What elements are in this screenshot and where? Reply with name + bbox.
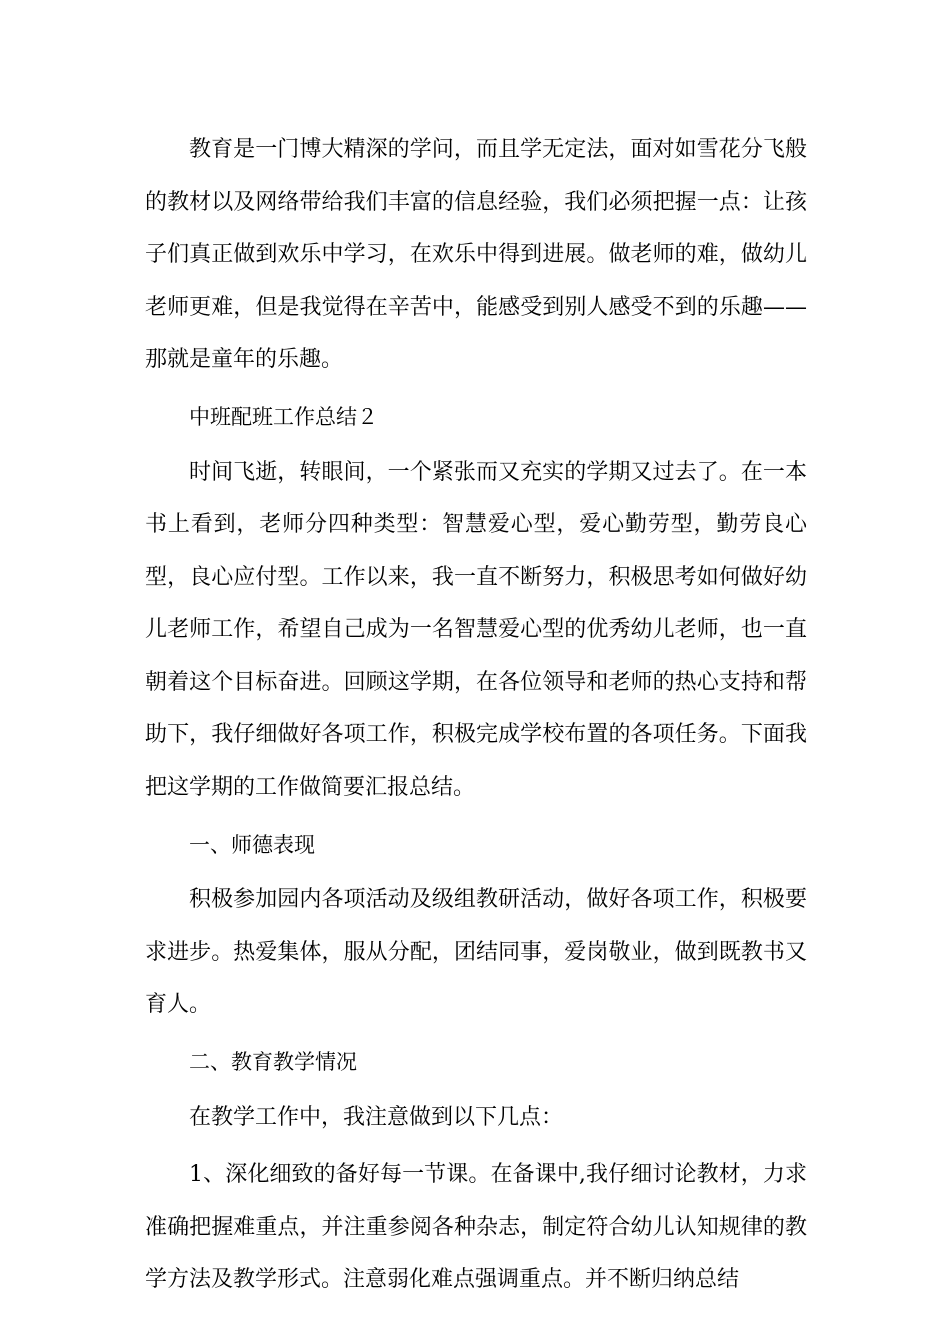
paragraph-ethics: 积极参加园内各项活动及级组教研活动，做好各项工作，积极要求进步。热爱集体，服从分配，团结同事，爱岗敬业，做到既教书又育人。 bbox=[145, 887, 807, 1017]
section-title-summary-2: 中班配班工作总结２ bbox=[189, 405, 378, 429]
section-heading-ethics: 一、师德表现 bbox=[189, 832, 315, 857]
paragraph-teaching-point-1: 1、深化细致的备好每一节课。在备课中,我仔细讨论教材，力求准确把握难重点，并注重参阅各种杂志，制定符合幼儿认知规律的教学方法及教学形式。注意弱化难点强调重点。并不断归纳总结 bbox=[145, 1162, 807, 1292]
document-body bbox=[145, 124, 807, 1311]
paragraph-intro: 教育是一门博大精深的学问，而且学无定法，面对如雪花分飞般的教材以及网络带给我们丰富的信息经验，我们必须把握一点：让孩子们真正做到欢乐中学习，在欢乐中得到进展。做老师的难，做幼儿老师更难，但是我觉得在辛苦中，能感受到别人感受不到的乐趣——那就是童年的乐趣。 bbox=[145, 137, 807, 372]
paragraph-teaching-intro: 在教学工作中，我注意做到以下几点： bbox=[189, 1104, 564, 1130]
section-heading-teaching: 二、教育教学情况 bbox=[189, 1050, 357, 1074]
paragraph-opening: 时间飞逝，转眼间，一个紧张而又充实的学期又过去了。在一本书上看到，老师分四种类型：智慧爱心型，爱心勤劳型，勤劳良心型，良心应付型。工作以来，我一直不断努力，积极思考如何做好幼儿老师工作，希望自己成为一名智慧爱心型的优秀幼儿老师，也一直朝着这个目标奋进。回顾这学期，在各位领导和老师的热心支持和帮助下，我仔细做好各项工作，积极完成学校布置的各项任务。下面我把这学期的工作做简要汇报总结。 bbox=[145, 459, 807, 800]
